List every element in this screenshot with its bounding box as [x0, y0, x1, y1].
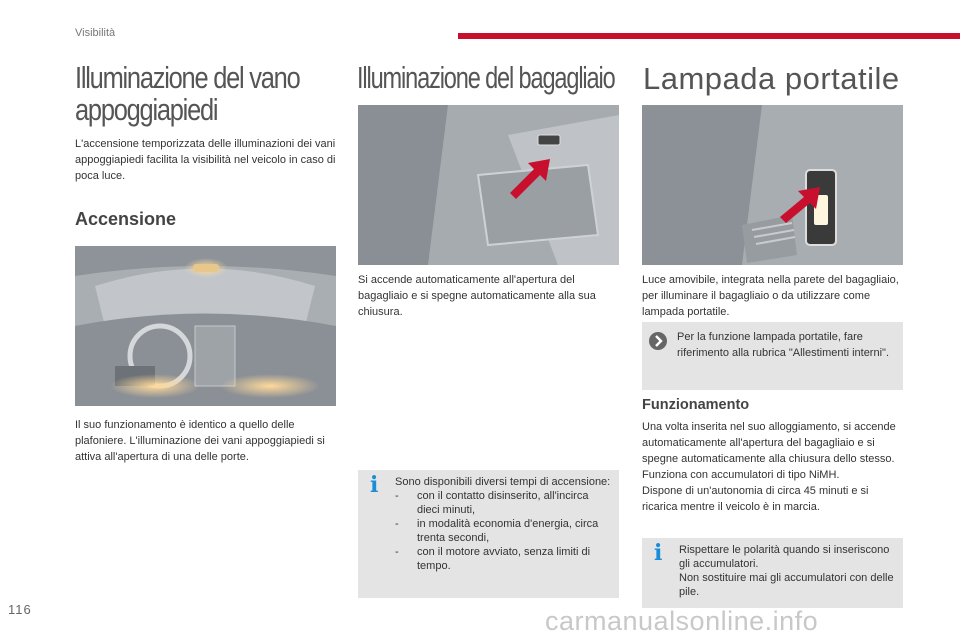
dashboard-photo [75, 246, 336, 406]
col3-title: Lampada portatile [643, 61, 900, 96]
info-item: - con il contatto disinserito, all'incirca dieci minuti, [395, 490, 589, 516]
info-intro: Sono disponibili diversi tempi di accensione: [395, 476, 611, 488]
info-item: - in modalità economia d'energia, circa trenta secondi, [395, 518, 599, 544]
trunk-illustration [358, 105, 619, 265]
page-number: 116 [8, 602, 32, 617]
col2-info-box [358, 470, 619, 598]
section-label: Visibilità [75, 27, 116, 39]
info-icon: i [654, 540, 663, 566]
col1-title: Illuminazione del vano appoggiapiedi [75, 60, 300, 127]
col1-body: Il suo funzionamento è identico a quello delle plafoniere. L'illuminazione dei vani appoggiapiedi si attiva all'apertura di una delle porte. [75, 419, 325, 463]
portable-lamp-photo [642, 105, 903, 265]
info-line: Non sostituire mai gli accumulatori con delle pile. [679, 572, 894, 598]
col3-body: Luce amovibile, integrata nella parete del bagagliaio, per illuminare il bagagliaio o da utilizzare come lampada portatile. [642, 274, 899, 318]
info-icon: i [370, 472, 379, 498]
see-reference-box [642, 322, 903, 390]
see-reference-text: Per la funzione lampada portatile, fare riferimento alla rubrica "Allestimenti interni". [677, 331, 889, 359]
header-accent-rule [458, 33, 960, 39]
trunk-photo [358, 105, 619, 265]
info-line: Rispettare le polarità quando si inseriscono gli accumulatori. [679, 544, 890, 570]
col3-body2: Una volta inserita nel suo alloggiamento, si accende automaticamente all'apertura del bagagliaio e si spegne automaticamente alla chiusura dello stesso. Funziona con accumulatori di tipo NiMH. Dispone di un'autonomia di circa 45 minuti e si ricarica mentre il veicolo è in marcia. [642, 421, 896, 513]
dashboard-illustration [75, 246, 336, 406]
see-reference-icon [649, 332, 667, 350]
col2-title: Illuminazione del bagagliaio [357, 60, 615, 95]
col2-body: Si accende automaticamente all'apertura del bagagliaio e si spegne automaticamente alla sua chiusura. [358, 274, 596, 318]
col3-info-box [642, 538, 903, 608]
info-item: - con il motore avviato, senza limiti di tempo. [395, 546, 591, 572]
col1-subtitle: Accensione [75, 209, 177, 229]
col3-subtitle: Funzionamento [642, 397, 750, 413]
col1-intro: L'accensione temporizzata delle illuminazioni dei vani appoggiapiedi facilita la visibilità nel veicolo in caso di poca luce. [75, 138, 336, 182]
portable-lamp-illustration [642, 105, 903, 265]
watermark: carmanualsonline.info [545, 606, 819, 636]
